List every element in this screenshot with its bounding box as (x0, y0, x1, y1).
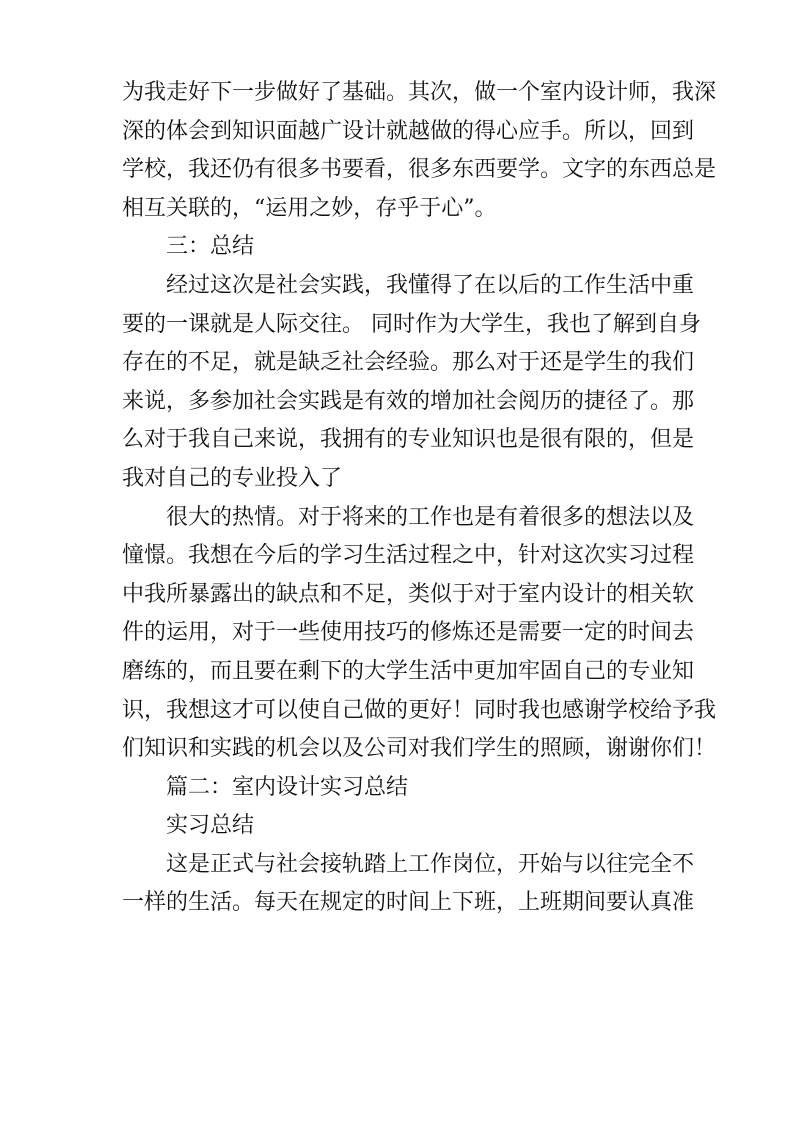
paragraph-line: 学校，我还仍有很多书要看，很多东西要学。文字的东西总是 (122, 157, 717, 183)
section-heading-internship-summary: 实习总结 (166, 813, 255, 839)
paragraph-line: 我对自己的专业投入了 (122, 465, 343, 491)
paragraph-line: 中我所暴露出的缺点和不足，类似于对于室内设计的相关软 (122, 581, 695, 607)
paragraph-line: 识，我想这才可以使自己做的更好！同时我也感谢学校给予我 (122, 697, 717, 723)
paragraph-line: 一样的生活。每天在规定的时间上下班，上班期间要认真准 (122, 890, 695, 916)
section-heading-summary: 三：总结 (166, 234, 255, 260)
paragraph-line: 经过这次是社会实践，我懂得了在以后的工作生活中重 (166, 272, 695, 298)
paragraph-line: 为我走好下一步做好了基础。其次，做一个室内设计师，我深 (122, 80, 717, 105)
paragraph-line: 深的体会到知识面越广设计就越做的得心应手。所以，回到 (122, 118, 695, 144)
paragraph-line: 件的运用，对于一些使用技巧的修炼还是需要一定的时间去 (122, 620, 695, 646)
paragraph-line: 这是正式与社会接轨踏上工作岗位，开始与以往完全不 (166, 851, 695, 877)
paragraph-line: 来说，多参加社会实践是有效的增加社会阅历的捷径了。那 (122, 388, 695, 414)
document-body (122, 74, 717, 923)
paragraph-line: 相互关联的，“运用之妙，存乎于心”。 (122, 195, 497, 221)
paragraph-line: 么对于我自己来说，我拥有的专业知识也是很有限的，但是 (122, 427, 695, 453)
section-heading-article-two: 篇二：室内设计实习总结 (166, 774, 409, 800)
paragraph-line: 很大的热情。对于将来的工作也是有着很多的想法以及 (166, 504, 695, 530)
paragraph-line: 存在的不足，就是缺乏社会经验。那么对于还是学生的我们 (122, 350, 695, 376)
paragraph-line: 要的一课就是人际交往。 同时作为大学生，我也了解到自身 (122, 311, 701, 337)
paragraph-line: 憧憬。我想在今后的学习生活过程之中，针对这次实习过程 (122, 543, 695, 569)
paragraph-line: 磨练的，而且要在剩下的大学生活中更加牢固自己的专业知 (122, 658, 695, 684)
paragraph-line: 们知识和实践的机会以及公司对我们学生的照顾，谢谢你们！ (122, 736, 717, 762)
